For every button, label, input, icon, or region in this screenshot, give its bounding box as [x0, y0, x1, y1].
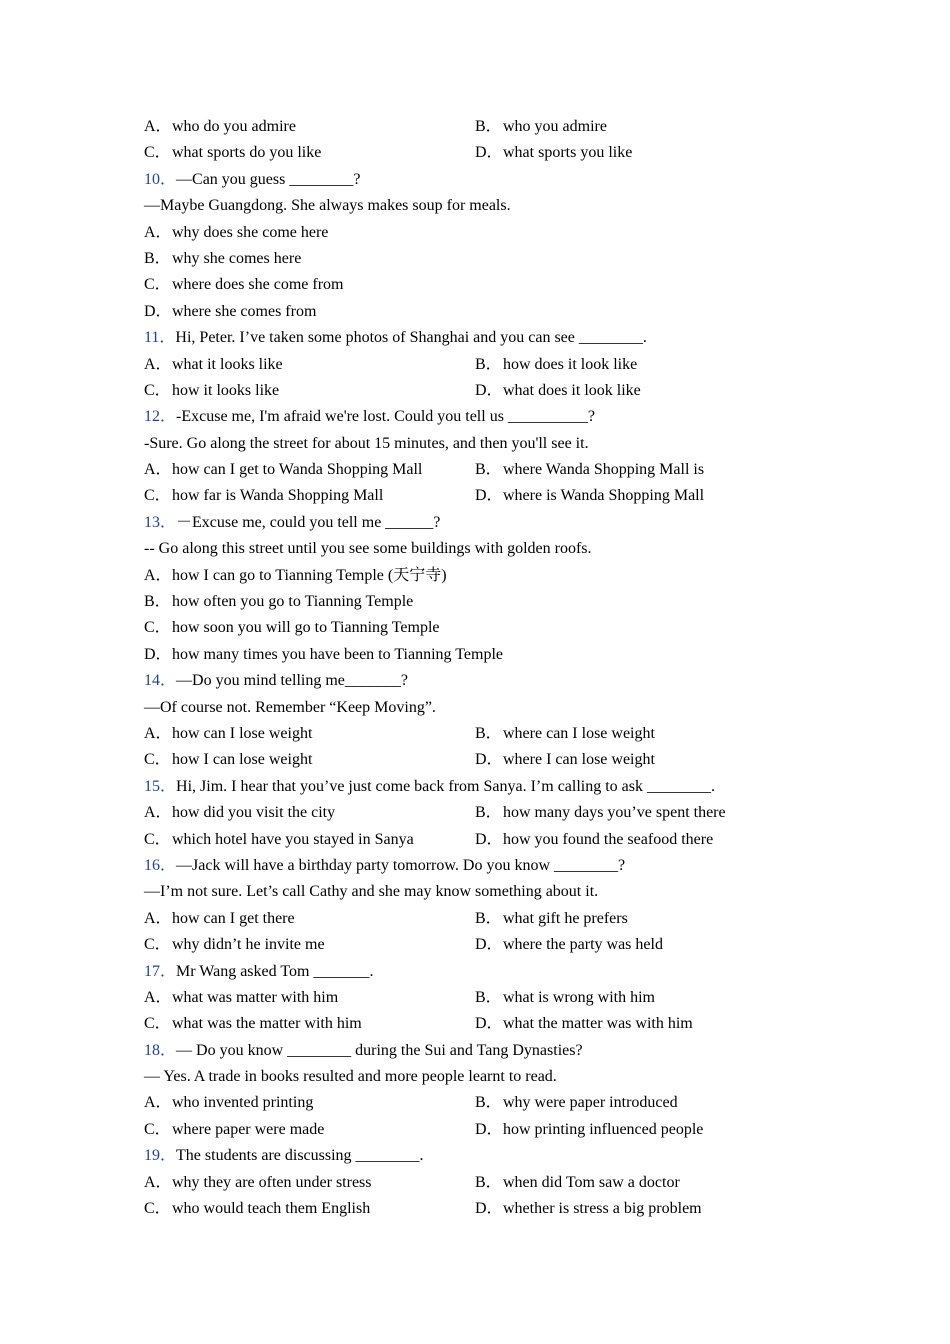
question-number: 10．	[144, 170, 177, 188]
option-row	[144, 721, 764, 747]
question-number: 15．	[144, 777, 177, 795]
option	[475, 1011, 806, 1037]
dialogue-line: —Maybe Guangdong. She always makes soup for meals.	[144, 197, 511, 215]
option	[144, 985, 475, 1011]
option-row	[144, 747, 764, 773]
option	[144, 932, 475, 958]
option-label: B．	[475, 355, 502, 373]
option-text: what sports do you like	[172, 144, 322, 162]
option	[475, 352, 806, 378]
question-stem	[144, 959, 764, 985]
option-label: A．	[144, 909, 172, 927]
option-label: A．	[144, 1173, 172, 1191]
option	[144, 220, 764, 246]
option-label: A．	[144, 461, 172, 479]
option	[144, 272, 764, 298]
question-stem	[144, 404, 764, 430]
option-text: where can I lose weight	[503, 724, 655, 742]
option-row	[144, 827, 764, 853]
option	[475, 140, 806, 166]
option-label: B．	[475, 118, 502, 135]
option-label: B．	[475, 909, 502, 927]
option	[144, 1170, 475, 1196]
question-number: 13．	[144, 513, 177, 531]
option-label: B．	[475, 1173, 502, 1191]
option	[475, 800, 806, 826]
option-text: how often you go to Tianning Temple	[172, 593, 414, 611]
option-label: C．	[144, 936, 171, 954]
option-text: what was matter with him	[172, 988, 339, 1006]
option-text: what gift he prefers	[503, 909, 628, 927]
dialogue-line: -- Go along this street until you see some buildings with golden roofs.	[144, 540, 592, 558]
option-row	[144, 140, 764, 166]
option	[144, 457, 475, 483]
option-row	[144, 1196, 764, 1222]
option-row	[144, 483, 764, 509]
option	[475, 1170, 806, 1196]
option-row	[144, 378, 764, 404]
option-text: where Wanda Shopping Mall is	[503, 461, 705, 479]
option-row	[144, 985, 764, 1011]
option	[475, 483, 806, 509]
option-text: where the party was held	[503, 936, 663, 954]
option-text: what is wrong with him	[503, 988, 655, 1006]
option	[144, 563, 764, 589]
option	[475, 721, 806, 747]
dialogue-line: -Sure. Go along the street for about 15 minutes, and then you'll see it.	[144, 434, 589, 452]
option-label: C．	[144, 830, 171, 848]
question-text: The students are discussing ________.	[176, 1147, 424, 1165]
option-row	[144, 906, 764, 932]
question-text: — Do you know ________ during the Sui and Tang Dynasties?	[176, 1041, 583, 1059]
option-text: where does she come from	[172, 276, 344, 294]
option-row	[144, 932, 764, 958]
option-label: D．	[475, 751, 503, 769]
option-label: A．	[144, 804, 172, 822]
option	[144, 352, 475, 378]
option-label: A．	[144, 355, 172, 373]
option-text: where she comes from	[172, 302, 317, 320]
option-text: why were paper introduced	[503, 1094, 678, 1112]
option-text: which hotel have you stayed in Sanya	[172, 830, 414, 848]
option-row	[144, 1090, 764, 1116]
question-stem	[144, 774, 764, 800]
option-text: how many days you’ve spent there	[503, 804, 726, 822]
option-label: C．	[144, 144, 171, 162]
option-label: D．	[475, 144, 503, 162]
option-text: what the matter was with him	[503, 1015, 693, 1033]
option-label: A．	[144, 988, 172, 1006]
option	[144, 1090, 475, 1116]
option	[144, 1117, 475, 1143]
option-text: how soon you will go to Tianning Temple	[172, 619, 440, 637]
option	[475, 378, 806, 404]
option-text: how it looks like	[172, 381, 280, 399]
option	[144, 246, 764, 272]
option-text: who do you admire	[172, 118, 296, 135]
option-text: why they are often under stress	[172, 1173, 372, 1191]
option	[475, 1117, 806, 1143]
option-text: how can I lose weight	[172, 724, 313, 742]
option	[144, 615, 764, 641]
question-number: 16．	[144, 856, 177, 874]
option-text: where is Wanda Shopping Mall	[503, 487, 705, 505]
option	[144, 1011, 475, 1037]
option	[475, 932, 806, 958]
option	[144, 721, 475, 747]
option-text: what does it look like	[503, 381, 641, 399]
option	[144, 747, 475, 773]
dialogue-line: —I’m not sure. Let’s call Cathy and she may know something about it.	[144, 883, 599, 901]
question-text: Mr Wang asked Tom _______.	[176, 962, 374, 980]
question-stem	[144, 853, 764, 879]
option-text: how can I get there	[172, 909, 295, 927]
option-label: D．	[475, 1015, 503, 1033]
option-text: how I can lose weight	[172, 751, 313, 769]
question-number: 19．	[144, 1147, 177, 1165]
option-label: B．	[475, 461, 502, 479]
question-number: 18．	[144, 1041, 177, 1059]
option-label: B．	[475, 1094, 502, 1112]
option-label: B．	[144, 249, 171, 267]
option-label: A．	[144, 118, 172, 135]
option-text: how I can go to Tianning Temple (天宁寺)	[172, 566, 447, 584]
option-row	[144, 800, 764, 826]
option-text: how printing influenced people	[503, 1120, 704, 1138]
option-text: what it looks like	[172, 355, 283, 373]
option-row	[144, 1170, 764, 1196]
option-label: D．	[475, 830, 503, 848]
option	[475, 827, 806, 853]
option-label: C．	[144, 619, 171, 637]
option-label: D．	[144, 645, 172, 663]
question-text: Hi, Jim. I hear that you’ve just come back from Sanya. I’m calling to ask ________.	[176, 777, 715, 795]
option-text: how did you visit the city	[172, 804, 336, 822]
option-row	[144, 352, 764, 378]
option-label: A．	[144, 1094, 172, 1112]
option-label: C．	[144, 1015, 171, 1033]
option-text: why didn’t he invite me	[172, 936, 325, 954]
question-list	[144, 114, 764, 1222]
option	[475, 1196, 806, 1222]
option-row	[144, 114, 764, 140]
option-text: how far is Wanda Shopping Mall	[172, 487, 384, 505]
option	[475, 457, 806, 483]
option-label: D．	[475, 1120, 503, 1138]
option-label: D．	[475, 381, 503, 399]
question-stem	[144, 167, 764, 193]
option	[475, 1090, 806, 1116]
question-text: -Excuse me, I'm afraid we're lost. Could you tell us __________?	[176, 408, 596, 426]
question-text: －Excuse me, could you tell me ______?	[176, 513, 441, 531]
option-text: who you admire	[503, 118, 607, 135]
option	[144, 483, 475, 509]
option-label: C．	[144, 381, 171, 399]
option-text: who invented printing	[172, 1094, 314, 1112]
question-text: —Can you guess ________?	[176, 170, 361, 188]
question-stem	[144, 325, 764, 351]
question-stem	[144, 1038, 764, 1064]
option-label: B．	[475, 988, 502, 1006]
option	[144, 140, 475, 166]
option-text: why she comes here	[172, 249, 302, 267]
option-label: C．	[144, 1200, 171, 1218]
question-number: 12．	[144, 408, 177, 426]
option-text: how many times you have been to Tianning Temple	[172, 645, 503, 663]
option-label: C．	[144, 1120, 171, 1138]
question-text: —Do you mind telling me_______?	[176, 672, 408, 690]
option	[475, 985, 806, 1011]
option	[475, 906, 806, 932]
option-text: where I can lose weight	[503, 751, 655, 769]
option-label: D．	[475, 1200, 503, 1218]
option-row	[144, 457, 764, 483]
option-text: what sports you like	[503, 144, 633, 162]
option-label: C．	[144, 751, 171, 769]
option	[144, 827, 475, 853]
question-text: —Jack will have a birthday party tomorrow. Do you know ________?	[176, 856, 626, 874]
option-text: where paper were made	[172, 1120, 325, 1138]
option-text: how can I get to Wanda Shopping Mall	[172, 461, 423, 479]
question-number: 11．	[144, 329, 176, 347]
option-label: B．	[475, 804, 502, 822]
question-stem	[144, 510, 764, 536]
option-label: B．	[475, 724, 502, 742]
question-number: 17．	[144, 962, 177, 980]
option-text: who would teach them English	[172, 1200, 371, 1218]
question-stem	[144, 668, 764, 694]
question-number: 14．	[144, 672, 177, 690]
option-text: how you found the seafood there	[503, 830, 714, 848]
question-text: Hi, Peter. I’ve taken some photos of Shanghai and you can see ________.	[175, 329, 647, 347]
option	[144, 800, 475, 826]
option	[144, 378, 475, 404]
option	[144, 114, 475, 140]
option	[144, 642, 764, 668]
dialogue-line: — Yes. A trade in books resulted and more people learnt to read.	[144, 1068, 557, 1086]
question-stem	[144, 1143, 764, 1169]
option-label: B．	[144, 593, 171, 611]
option-label: C．	[144, 276, 171, 294]
option-text: why does she come here	[172, 223, 329, 241]
option-text: when did Tom saw a doctor	[503, 1173, 680, 1191]
option-label: D．	[144, 302, 172, 320]
option-label: D．	[475, 936, 503, 954]
option-text: how does it look like	[503, 355, 638, 373]
option-text: whether is stress a big problem	[503, 1200, 702, 1218]
option	[144, 299, 764, 325]
option-row	[144, 1117, 764, 1143]
option	[475, 747, 806, 773]
option	[475, 114, 806, 140]
option-label: A．	[144, 223, 172, 241]
option	[144, 1196, 475, 1222]
option-label: A．	[144, 724, 172, 742]
dialogue-line: —Of course not. Remember “Keep Moving”.	[144, 698, 436, 716]
option-label: A．	[144, 566, 172, 584]
option-label: C．	[144, 487, 171, 505]
option-label: D．	[475, 487, 503, 505]
option-text: what was the matter with him	[172, 1015, 362, 1033]
option	[144, 906, 475, 932]
option-row	[144, 1011, 764, 1037]
option	[144, 589, 764, 615]
